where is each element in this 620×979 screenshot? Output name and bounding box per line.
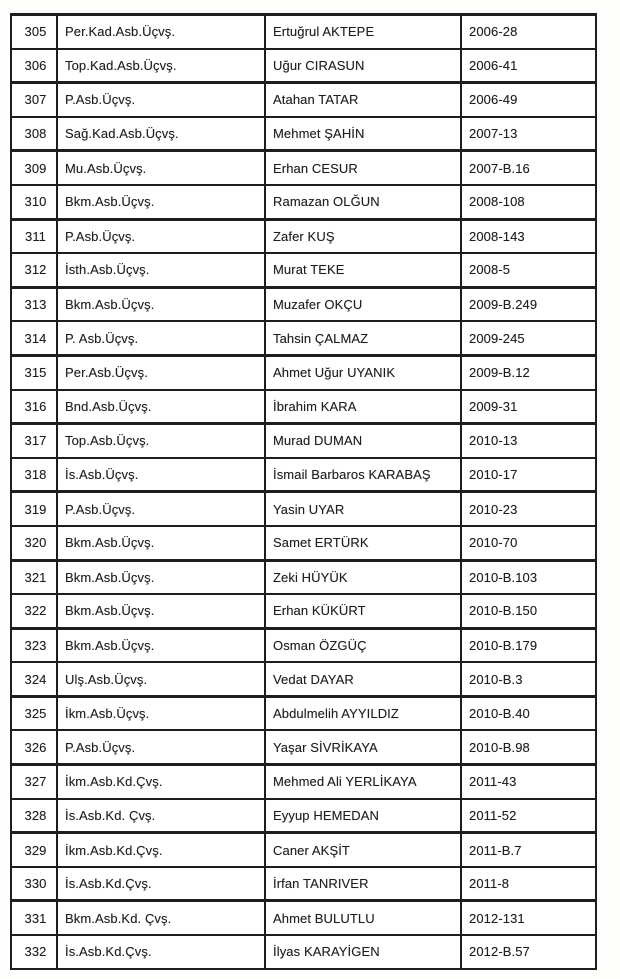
term-number-cell: 2009-31 xyxy=(461,390,596,424)
term-number-cell: 2008-143 xyxy=(461,219,596,253)
table-row xyxy=(11,628,596,662)
row-number-cell: 326 xyxy=(11,730,57,764)
row-number-cell: 308 xyxy=(11,117,57,151)
row-number-cell: 320 xyxy=(11,526,57,560)
row-number-cell: 318 xyxy=(11,458,57,492)
table-row xyxy=(11,355,596,389)
name-cell: Erhan CESUR xyxy=(265,151,461,185)
rank-cell: P.Asb.Üçvş. xyxy=(57,492,265,526)
rank-cell: İs.Asb.Üçvş. xyxy=(57,458,265,492)
rank-cell: İkm.Asb.Üçvş. xyxy=(57,696,265,730)
table-row xyxy=(11,458,596,492)
rank-cell: P.Asb.Üçvş. xyxy=(57,730,265,764)
row-number-cell: 329 xyxy=(11,833,57,867)
table-row xyxy=(11,594,596,628)
rank-cell: Bkm.Asb.Üçvş. xyxy=(57,560,265,594)
rank-cell: P.Asb.Üçvş. xyxy=(57,83,265,117)
table-row xyxy=(11,424,596,458)
row-number-cell: 321 xyxy=(11,560,57,594)
row-number-cell: 323 xyxy=(11,628,57,662)
table-row xyxy=(11,219,596,253)
row-number-cell: 306 xyxy=(11,49,57,83)
rank-cell: Bnd.Asb.Üçvş. xyxy=(57,390,265,424)
term-number-cell: 2010-B.150 xyxy=(461,594,596,628)
rank-cell: Bkm.Asb.Kd. Çvş. xyxy=(57,901,265,935)
term-number-cell: 2006-41 xyxy=(461,49,596,83)
term-number-cell: 2011-8 xyxy=(461,867,596,901)
term-number-cell: 2010-B.179 xyxy=(461,628,596,662)
rank-cell: Top.Asb.Üçvş. xyxy=(57,424,265,458)
row-number-cell: 311 xyxy=(11,219,57,253)
row-number-cell: 316 xyxy=(11,390,57,424)
table-row xyxy=(11,901,596,935)
term-number-cell: 2011-B.7 xyxy=(461,833,596,867)
term-number-cell: 2010-17 xyxy=(461,458,596,492)
table-row xyxy=(11,83,596,117)
term-number-cell: 2010-70 xyxy=(461,526,596,560)
table-row xyxy=(11,15,596,49)
table-row xyxy=(11,390,596,424)
term-number-cell: 2010-B.40 xyxy=(461,696,596,730)
personnel-table xyxy=(10,13,597,970)
term-number-cell: 2007-B.16 xyxy=(461,151,596,185)
rank-cell: Bkm.Asb.Üçvş. xyxy=(57,628,265,662)
name-cell: Zeki HÜYÜK xyxy=(265,560,461,594)
row-number-cell: 319 xyxy=(11,492,57,526)
row-number-cell: 317 xyxy=(11,424,57,458)
rank-cell: Bkm.Asb.Üçvş. xyxy=(57,287,265,321)
name-cell: Vedat DAYAR xyxy=(265,662,461,696)
term-number-cell: 2010-B.98 xyxy=(461,730,596,764)
name-cell: Atahan TATAR xyxy=(265,83,461,117)
rank-cell: P.Asb.Üçvş. xyxy=(57,219,265,253)
row-number-cell: 312 xyxy=(11,253,57,287)
row-number-cell: 325 xyxy=(11,696,57,730)
name-cell: Ramazan OLĞUN xyxy=(265,185,461,219)
table-row xyxy=(11,935,596,969)
rank-cell: Sağ.Kad.Asb.Üçvş. xyxy=(57,117,265,151)
row-number-cell: 328 xyxy=(11,799,57,833)
name-cell: Yasin UYAR xyxy=(265,492,461,526)
table-row xyxy=(11,492,596,526)
name-cell: Osman ÖZGÜÇ xyxy=(265,628,461,662)
rank-cell: Ulş.Asb.Üçvş. xyxy=(57,662,265,696)
name-cell: İsmail Barbaros KARABAŞ xyxy=(265,458,461,492)
rank-cell: Bkm.Asb.Üçvş. xyxy=(57,594,265,628)
table-row xyxy=(11,151,596,185)
name-cell: Ahmet BULUTLU xyxy=(265,901,461,935)
rank-cell: Bkm.Asb.Üçvş. xyxy=(57,185,265,219)
term-number-cell: 2006-28 xyxy=(461,15,596,49)
term-number-cell: 2008-5 xyxy=(461,253,596,287)
name-cell: Zafer KUŞ xyxy=(265,219,461,253)
term-number-cell: 2006-49 xyxy=(461,83,596,117)
name-cell: İlyas KARAYİGEN xyxy=(265,935,461,969)
table-row xyxy=(11,117,596,151)
table-row xyxy=(11,867,596,901)
row-number-cell: 310 xyxy=(11,185,57,219)
row-number-cell: 315 xyxy=(11,355,57,389)
term-number-cell: 2007-13 xyxy=(461,117,596,151)
term-number-cell: 2008-108 xyxy=(461,185,596,219)
row-number-cell: 331 xyxy=(11,901,57,935)
name-cell: İbrahim KARA xyxy=(265,390,461,424)
rank-cell: İsth.Asb.Üçvş. xyxy=(57,253,265,287)
name-cell: Abdulmelih AYYILDIZ xyxy=(265,696,461,730)
row-number-cell: 307 xyxy=(11,83,57,117)
rank-cell: İkm.Asb.Kd.Çvş. xyxy=(57,833,265,867)
name-cell: Yaşar SİVRİKAYA xyxy=(265,730,461,764)
table-row xyxy=(11,49,596,83)
table-row xyxy=(11,765,596,799)
name-cell: Murad DUMAN xyxy=(265,424,461,458)
table-row xyxy=(11,560,596,594)
term-number-cell: 2010-13 xyxy=(461,424,596,458)
row-number-cell: 324 xyxy=(11,662,57,696)
term-number-cell: 2009-245 xyxy=(461,321,596,355)
row-number-cell: 330 xyxy=(11,867,57,901)
personnel-table-body xyxy=(11,15,596,969)
rank-cell: Bkm.Asb.Üçvş. xyxy=(57,526,265,560)
table-row xyxy=(11,185,596,219)
rank-cell: İs.Asb.Kd.Çvş. xyxy=(57,935,265,969)
table-row xyxy=(11,662,596,696)
row-number-cell: 305 xyxy=(11,15,57,49)
name-cell: Mehmed Ali YERLİKAYA xyxy=(265,765,461,799)
rank-cell: Per.Kad.Asb.Üçvş. xyxy=(57,15,265,49)
row-number-cell: 314 xyxy=(11,321,57,355)
row-number-cell: 309 xyxy=(11,151,57,185)
name-cell: Ahmet Uğur UYANIK xyxy=(265,355,461,389)
term-number-cell: 2010-B.3 xyxy=(461,662,596,696)
name-cell: Muzafer OKÇU xyxy=(265,287,461,321)
term-number-cell: 2009-B.249 xyxy=(461,287,596,321)
table-row xyxy=(11,321,596,355)
table-row xyxy=(11,253,596,287)
term-number-cell: 2012-B.57 xyxy=(461,935,596,969)
term-number-cell: 2012-131 xyxy=(461,901,596,935)
row-number-cell: 313 xyxy=(11,287,57,321)
table-row xyxy=(11,730,596,764)
name-cell: Tahsin ÇALMAZ xyxy=(265,321,461,355)
table-row xyxy=(11,799,596,833)
term-number-cell: 2010-B.103 xyxy=(461,560,596,594)
name-cell: Uğur CIRASUN xyxy=(265,49,461,83)
term-number-cell: 2011-52 xyxy=(461,799,596,833)
term-number-cell: 2011-43 xyxy=(461,765,596,799)
row-number-cell: 322 xyxy=(11,594,57,628)
name-cell: İrfan TANRIVER xyxy=(265,867,461,901)
name-cell: Erhan KÜKÜRT xyxy=(265,594,461,628)
name-cell: Samet ERTÜRK xyxy=(265,526,461,560)
rank-cell: P. Asb.Üçvş. xyxy=(57,321,265,355)
row-number-cell: 332 xyxy=(11,935,57,969)
name-cell: Murat TEKE xyxy=(265,253,461,287)
rank-cell: İs.Asb.Kd.Çvş. xyxy=(57,867,265,901)
name-cell: Eyyup HEMEDAN xyxy=(265,799,461,833)
table-row xyxy=(11,833,596,867)
name-cell: Caner AKŞİT xyxy=(265,833,461,867)
rank-cell: İs.Asb.Kd. Çvş. xyxy=(57,799,265,833)
table-row xyxy=(11,287,596,321)
table-row xyxy=(11,696,596,730)
rank-cell: Top.Kad.Asb.Üçvş. xyxy=(57,49,265,83)
term-number-cell: 2009-B.12 xyxy=(461,355,596,389)
row-number-cell: 327 xyxy=(11,765,57,799)
rank-cell: Mu.Asb.Üçvş. xyxy=(57,151,265,185)
table-row xyxy=(11,526,596,560)
rank-cell: İkm.Asb.Kd.Çvş. xyxy=(57,765,265,799)
name-cell: Mehmet ŞAHİN xyxy=(265,117,461,151)
name-cell: Ertuğrul AKTEPE xyxy=(265,15,461,49)
term-number-cell: 2010-23 xyxy=(461,492,596,526)
rank-cell: Per.Asb.Üçvş. xyxy=(57,355,265,389)
